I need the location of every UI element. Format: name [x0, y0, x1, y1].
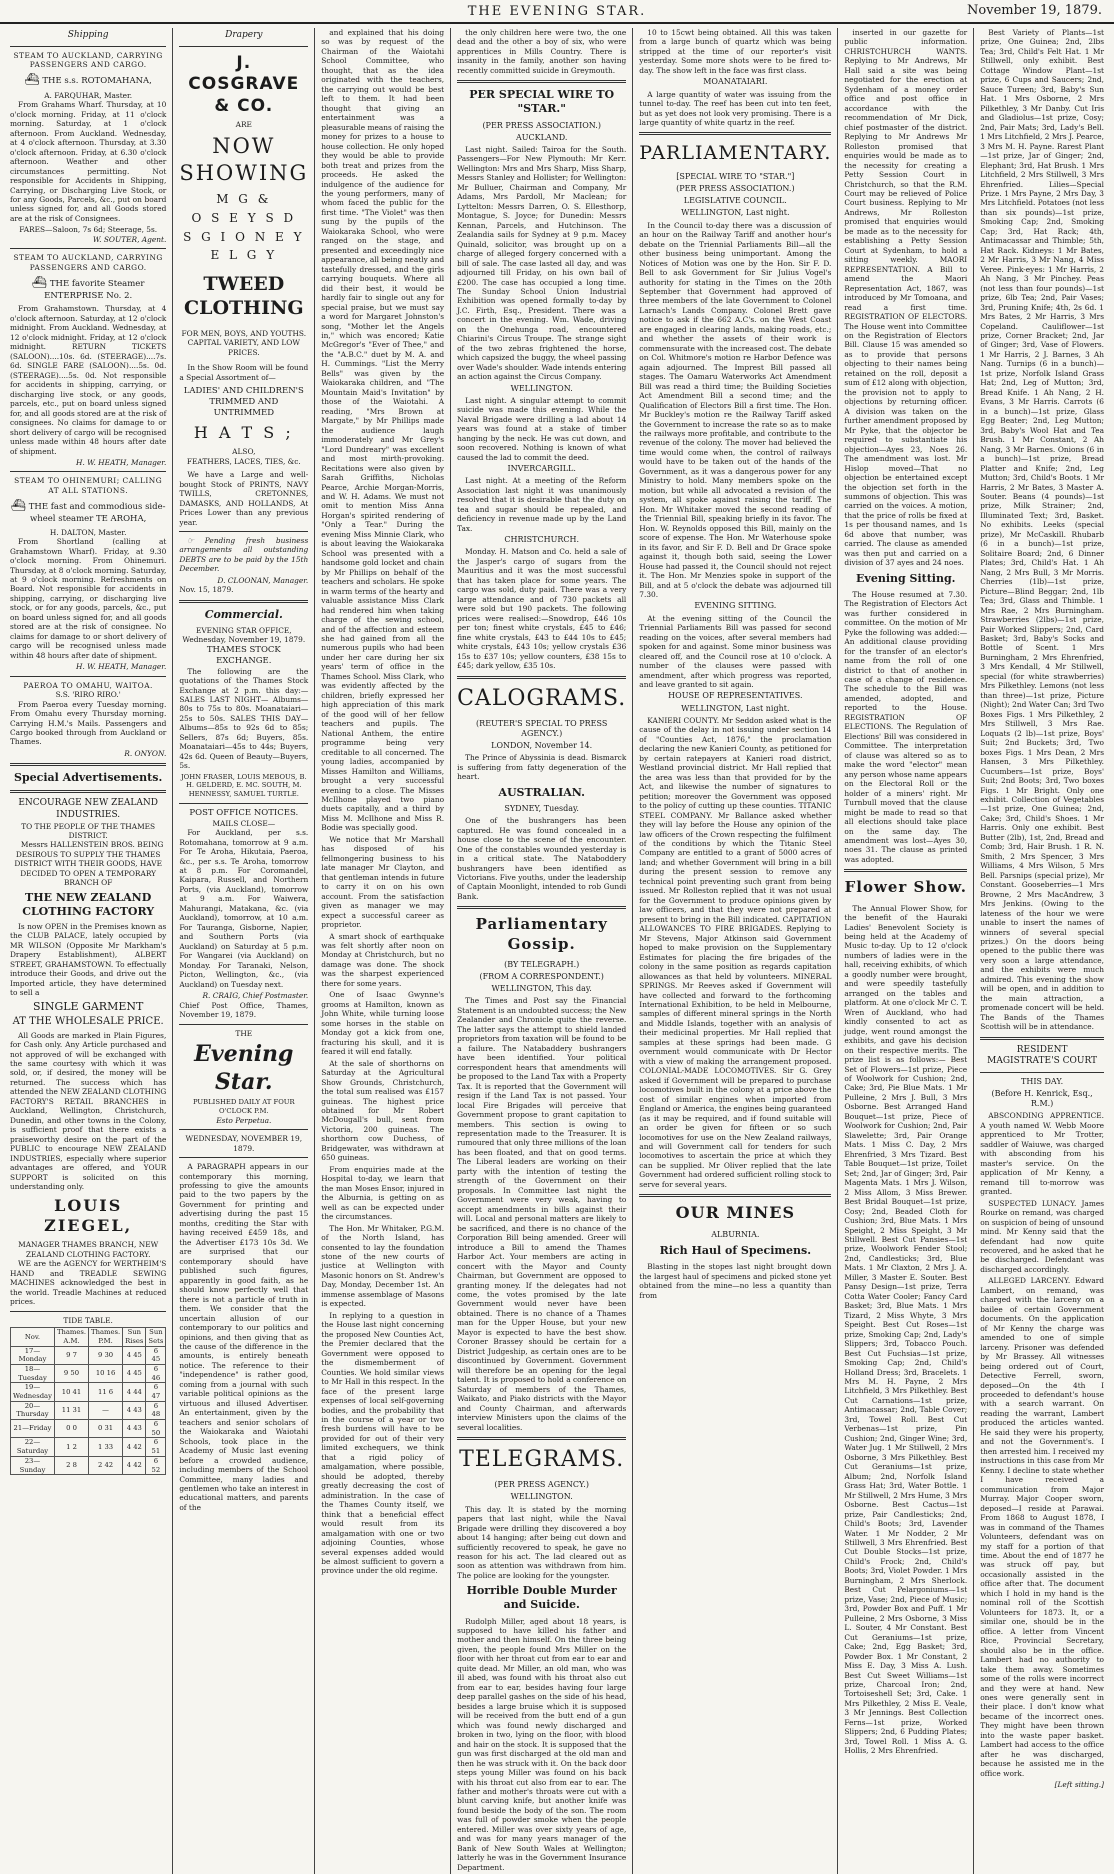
flower-show-body: The Annual Flower Show, for the benefit of the Hauraki Ladies' Benevolent Society is being held at the Academy of Music to-day. Up to 12 o'clock numbers of ladies were in the hall, receiving exhibits, of which a goodly number were brought, and were speedily tastefully arranged on the tables and platform. At one o'clock Mr C. T. Wren of Auckland, who had kindly consented to act as judge, went round amongst the exhibits, and gave his decision on their respective merits. The prize list is as follows:— Best Set of Flowers—1st prize, Piece of Woolwork for Cushion; 2nd, Cake; 3rd, Pie Blue Mats. 1 Mr Pulleine, 2 Mrs J. Bull, 3 Mrs Osborne. Best Arranged Hand Bouquet—1st prize, Piece of Woolwork for Cushion; 2nd, Pair Slawelette; 3rd, Pair Orange Mats. 1 Miss C. Day, 2 Mrs Ehrenfried, 3 Mrs Tizard. Best Table Bouquet—1st prize, Toilet Set; 2nd, Jar of Ginger; 3rd, Pair Magenta Mats. 1 Mrs J. Wilson, 2 Miss Allom, 3 Miss Brewer. Best Bridal Bouquet—1st prize, Cosy; 2nd, Beaded Cloth for Cushion; 3rd, Blue Mats. 1 Mrs Speight, 2 Miss Speight, 3 Mr Stillwell. Best Cut Pansies—1st prize, Woolwork Fender Stool; 2nd, Candlesticks; 3rd, Blue Mats. 1 Mr Claxton, 2 Mrs J. A. Miller, 3 Master E. Souter. Best Pansy Design—1st prize, Terra Cotta Water Cooler; Fancy Card Basket; 3rd, Blue Mats. 1 Mrs Tizard, 2 Miss Whyte, 3 Mrs Speight. Best Cut Roses—1st prize, Smoking Cap; 2nd, Lady's Slippers; 3rd, Tobacco Pouch. Best Cut Fuchsias—1st prize, Smoking Cap; 2nd, Child's Holland Dress; 3rd, Bracelets. 1 Mrs M. H. Payne, 2 Mrs Litchfield, 3 Mrs Pilkethley. Best Cut Carnations—1st prize, Antimacassar; 2nd, Table Cover; 3rd, Towel Roll. Best Cut Verbenas—1st prize, Pin Cushion; 2nd, Ginger Wine; 3rd, Water Jug. 1 Mr Stillwell, 2 Mrs Osborne, 3 Mrs Pilkethley. Best Cut Geraniums—1st prize, Album; 2nd, Norfolk Island Grass Hat; 3rd, Water Bottle. 1 Mr Stillwell, 2 Mrs Hume, 3 Mrs Osborne. Best Cactus—1st prize, Pair Candlesticks; 2nd, Child's Boots; 3rd, Lavender Water. 1 Mr Nodder, 2 Mr Stillwell, 3 Mrs Ehrenfried. Best Cut Double Stocks—1st prize, Child's Frock; 2nd, Child's Boots; 3rd, Violet Powder. 1 Mrs Burningham, 2 Mrs Sherlock. Best Cut Pelargoniums—1st prize, Vase; 2nd, Piece of Music; 3rd, Powder Box and Puff. 1 Mr Pulleine, 2 Mrs Osborne, 3 Miss L. Souter, 4 Mr Constant. Best Cut Geraniums—1st prize, Cake; 2nd, Egg Basket; 3rd, Powder Box. 1 Mr Constant, 2 Miss E. Day, 3 Miss A. Lush. Best Cut Sweet Williams—1st prize, Charcoal Iron; 2nd, Tortoiseshell Set; 3rd, Cake. 1 Mrs Pilkethley, 2 Miss E. Veale, 3 Mr Jennings. Best Collection Ferns—1st prize, Worked Slippers; 2nd, 6 Pudding Plates; 3rd, Towel Roll. 1 Miss A. G. Hollis, 2 Mrs Ehrenfried.: [844, 903, 968, 1756]
flower-show-continued: Best Variety of Plants—1st prize, One Guinea; 2nd, 2lbs Tea; 3rd, Child's Felt Hat. 1 Mr Stillwell, only exhibit. Best Cottage Window Plant—1st prize, 6 Cups and Saucers; 2nd, Sauce Tureen; 3rd, Baby's Sun Hat. 1 Mrs Osborne, 2 Mrs Pilkethley, 3 Mr Danby. Cut Iris and Gladiolus—1st prize, Cosy; 2nd, Pair Mats; 3rd, Lady's Bell. 1 Mrs Litchfield, 2 Mrs J. Pearce, 3 Mrs M. H. Payne. Rarest Plant—1st prize, Jar of Ginger; 2nd, Elephant; 3rd, Hat Brush. 1 Mrs Litchfield, 2 Mrs Stillwell, 3 Mrs Ehrenfried. Lilies—Special Prize. 1 Mrs Payne, 2 Mrs Day, 3 Mrs Litchfield. Potatoes (not less than six pounds)—1st prize, Smoking Cap; 2nd, Smoking Cap; 3rd, Hat Rack; 4th, Antimacassar and Thimble; 5th, Hat Rack. Kidneys: 1 Mr Bates, 2 Mr Harris, 3 Mr Nang, 4 Miss Veree. Pink-eyes: 1 Mr Harris, 2 Ah Nang, 3 Mr Pinchey. Peas (not less than four pounds)—1st prize, 6lb Tea; 2nd, Pair Vases; 3rd, Pruning Knife; 4th, 2s 6d. 1 Mrs Bates, 2 Mr Harris, 3 Mrs Copeland. Cauliflower—1st prize, Corner Bracket; 2nd, Jar of Ginger; 3rd, Vase of Flowers. 1 Mr Harris, 2 J. Barnes, 3 Ah Nang. Turnips (6 in a bunch)—1st prize, Norfolk Island Grass Hat; 2nd, Leg of Mutton; 3rd, Bread Knife. 1 Ah Nang, 2 H. Evans, 3 Mr Harris. Carrots (6 in a bunch)—1st prize, Glass Egg Beater; 2nd, Leg Mutton; 3rd, Baby's Wool Hat and Tea Brush. 1 Mr Constant, 2 Ah Nang, 3 Mr Barnes. Onions (6 in a bunch)—1st prize, Bread Platter and Knife; 2nd, Leg Mutton; 3rd, Child's Boots. 1 Mr Harris, 2 Mr Bates, 3 Master A. Souter. Beans (4 pounds)—1st prize, Milk Strainer; 2nd, Illuminated Text; 3rd, Basket. No exhibits. Leeks (special prize), Mr McCaskill. Rhubarb (6 in a bunch)—1st prize, Solitaire Board; 2nd, 6 Dinner Plates; 3rd, Child's Hat. 1 Ah Nang, 2 Mrs Bull, 3 Mr Morris. Cherries (1lb)—1st prize, Picture—Blind Beggar; 2nd, 1lb Tea; 3rd, Glass and Thimble. 1 Mrs Rae, 2 Mrs Burningham. Strawberries (2lbs)—1st prize, Pair Worked Slippers; 2nd, Card Basket; 3rd, Baby's Socks and Bottle of Scent. 1 Mrs Burningham, 2 Mrs Ehrenfried, 3 Mrs Kendall, 4 Mr Stillwell, special (for white strawberries) Mrs Pilkethley. Lemons (not less than three)—1st prize, Picture (Night); 2nd Water Can; 3rd Two Boxes Figs. 1 Mrs Pilkethley, 2 Mrs Stillwell, 3 Mrs Rae. Loquats (2 lb)—1st prize, Boys' Suit; 2nd Buckets; 3rd, Two boxes Figs. 1 Mrs Dean, 2 Mrs Hansen, 3 Mrs Pilkethley. Cucumbers—1st prize, Boys' Suit; 2nd Boots; 3rd, Two boxes Figs. 1 Mr Bright. Only one exhibit. Collection of Vegetables—1st prize, One Guinea; 2nd, Cake; 3rd, Child's Shoes. 1 Mr Harris. Only one exhibit. Best Butter (2lb), 1st, 2nd, Bread and Comb; 3rd, Hair Brush. 1 R. N. Smith, 2 Mrs Spencer, 3 Mrs Williams, 4 Mrs Wilson, 5 Mrs Bell. Parsnips (special prize), Mr Constant. Gooseberries—1 Mrs Browne, 2 Mrs MacAndrew, 3 Mrs Jenkins. (Owing to the lateness of the hour we were unable to insert the names of winners of several special prizes.) On the doors being opened to the public there was very soon a large attendance, and the exhibits were much admired. This evening the show will be open, and in addition to the main attraction, a promenade concert will be held. The Bands of the Thames Scottish will be in attendance.: [980, 28, 1104, 1032]
article: From enquiries made at the Hospital to-day, we learn that the man Moses Ensor, injured in the Alburnia, is getting on as well as can be expected under the circumstances.: [321, 1164, 445, 1222]
encourage-heading: ENCOURAGE NEW ZEALAND INDUSTRIES.: [18, 798, 158, 820]
tweed-sub: FOR MEN, BOYS, AND YOUTHS.: [181, 328, 307, 338]
motto: Esto Perpetua.: [216, 1115, 272, 1125]
column-5: [633, 28, 838, 1874]
gossip-body: The Times and Post say the Financial Statement is an undoubted success; the New Zealander and Chronicle quite the reverse. The latter says the attempt to shield landed proprietors from taxation will be found to be a failure. The Natabaddery bushrangers have been identified. Your political correspondent hears that amendments will be proposed to the Land Tax with a Property Tax. It is reported that the Government will resign if the Land Tax is not passed. Your local Fire Brigades will perceive that Government propose to grant capitation to members. This section is owing to representation made to the Treasurer. It is rumoured that only three millions of the loan has been floated, and that on good terms. The Liberal leaders are working on their party with the intention of testing the strength of the Government on their proposals. In Committee last night the Government were very weak, having to accept amendments in bills against their will. Local and personal matters are likely to be sacrificed, and there is no chance of the Corporation Bill being amended. Greer will introduce a Bill to amend the Thames Harbor Act. Your members are acting in concert with the Mayor and County Chairman, but Government are opposed to granting money. If the delegates had not come, the votes promised by the late Government would never have been obtained. There is no chance of a Thames man for the Upper House, but your new Mayor is expected to have the best show. Coroner Brassey should be certain for a District Judgeship, as certain ones are to be discontinued by Government. Government will therefore be an opening for the legal talent. It is proposed to hold a conference on Saturday of members of the Thames, Waikato, and Piako districts with the Mayor and County Chairman, and afterwards interview Ministers upon the claims of the several localities.: [457, 996, 627, 1432]
now-showing: NOW SHOWING: [179, 134, 309, 186]
pointing-hand-icon: ☞: [187, 535, 194, 545]
murder-heading: Horrible Double Murder and Suicide.: [466, 1584, 617, 1612]
column-2: [173, 28, 315, 1874]
steamship-icon: ⛴: [31, 275, 48, 290]
shipping-1-master: A. FARQUHAR, Master.: [44, 90, 133, 100]
article: A smart shock of earthquake was felt shortly after noon on Monday at Christchurch, but no damage was done. The shock was the sharpest experienced there for some years.: [321, 931, 445, 988]
steamship-icon: ⛴: [10, 498, 27, 513]
table-row: 23—Sunday 2 8 2 42 4 42 6 52: [11, 1456, 166, 1474]
court-case: SUSPECTED LUNACY. James Rourke on remand, was charged on suspicion of being of unsound mind. Mr Kenny said that the defendant had now quite recovered, and he asked that he be discharged. Defendant was discharged accordingly.: [980, 1198, 1104, 1274]
shipping-1-heading: STEAM TO AUCKLAND, CARRYING PASSENGERS AND CARGO.: [13, 50, 163, 69]
moanataiari-body: A large quantity of water was issuing from the tunnel to-day. The reef has been cut into ten feet, but as yet does not look very promising. There is a large quantity of white quartz in the reef.: [639, 89, 832, 127]
feathers: FEATHERS, LACES, TIES, &c.: [186, 456, 301, 466]
exchange-body: The following are the quotations of the Thames Stock Exchange at 2 p.m. this day:— SALES LAST NIGHT— Albums—80s to 75s to 80s. Moanataiari—25s to 50s. SALES THIS DAY— Albums—85s to 92s 6d to 85s; Sellers, 87s 6d; Buyers, 85s. Moanataiari—45s to 44s; Buyers, 42s 6d. Queen of Beauty—Buyers, 5s.: [179, 666, 309, 771]
auckland-body: Last night. Sailed: Tairoa for the South. Passengers—For New Plymouth: Mr Kerr. Wellington: Mrs and Mrs Sharp, Miss Sharp, Messrs Stanley and Hollister; for Wellington: Mr Bulluer, Chairman and Company, Mr Adams, Mrs Pardoll, Mr Maclean; for Lyttelton: Messrs Darren, O. S. Ellesthorp, Montague, S. Joyce; for Dunedin: Messrs Kennan, Parcels, and Hutchinson. The Zealandia sails for Sydney at 9 p.m. Macey Quinald, solicitor, was brought up on a charge of alleged forgery concerned with a bill of sale. The case lasted all day, and was adjourned till Friday, on his own bail of £200. The case has occupied a long time. The Sunday School Union Industrial Exhibition was opened formally to-day by J.C. Firth, Esq., President. There was a concert in the evening. Wm. Wade, driving on the Onehunga road, encountered Chiarini's Circus Troupe. The strange sight of the two zebras frightened the horse, which capsized the buggy, the wheel passing over Wade's shoulder. Wade intends entering an action against the Circus Company.: [457, 144, 627, 382]
article: At the sale of shorthorns on Saturday at the Agricultural Show Grounds, Christchurch, the total sum realised was £157 guineas. The highest price obtained for Mr Robert McDougall's bull, sent from Victoria, 200 guineas. The shorthorn cow Duchess, of Bridgewater, was withdrawn at 650 guineas.: [321, 1058, 445, 1163]
shipping-3-body: From Shortland (calling at Grahamstown Wharf). Friday, at 9.30 o'clock morning. From Ohinemuri. Thursday, at 8 o'clock morning. Saturday, at 9 o'clock morning. Refreshments on Board. Not responsible for accidents in shipping, carrying, or discharging live stock, or for any goods, parcels, &c., put on board unless signed for, and all goods stored are at the risk of consignee. No claims for damage to or short delivery of cargo will be recognised unless made within 48 hours after date of shipment.: [10, 537, 167, 660]
debts-notice-signature: D. CLOONAN, Manager.: [217, 575, 309, 585]
post-office-date: Chief Post Office, Thames, November 19, 1879.: [179, 1000, 309, 1020]
dateline: WEDNESDAY, NOVEMBER 19, 1879.: [185, 1134, 303, 1153]
house-reps-place: WELLINGTON, Last night.: [681, 703, 790, 713]
tweed-clothing: TWEED CLOTHING: [184, 273, 304, 320]
post-office-heading: POST OFFICE NOTICES.: [189, 807, 299, 818]
table-row: 22—Saturday 1 2 1 33 4 42 6 51: [11, 1438, 166, 1456]
table-row: 19—Wednesday 10 41 11 6 4 44 6 47: [11, 1383, 166, 1401]
australian-body: One of the bushrangers has been captured. He was found concealed in a house close to the scene of the encounter. One of the constables wounded yesterday is in a critical state. The Nataboddery bushrangers have been identified as Victorians. Five youths, under the leadership of Captain Moonlight, intended to rob Gundi Bank.: [457, 816, 627, 901]
lead-article: A PARAGRAPH appears in our contemporary this morning, professing to give the amounts paid to the two papers by the Government for printing and advertising during the past 15 months, crediting the Star with having received £459 18s, and the Advertiser £173 10s 3d. We are surprised that our contemporary should have published such figures, apparently in good faith, as he should know perfectly well that there is not a particle of truth in them. We consider that the uncertain allusion of our contemporary to our politics and opinions, and then giving that as the cause of the difference in the amounts, is entirely beneath notice. The reference to their "independence" is rather good, coming from a journal with such variable political opinions as the virtuous and illused Advertiser. An entertainment, given by the teachers and senior scholars of the Waiokaraka and Waiotahi Schools, took place in the Academy of Music last evening before a crowded audience, including members of the School Committee, many ladies and gentlemen who take an interest in educational matters, and parents of the: [179, 1162, 309, 1512]
shipping-1-fares: FARES—Saloon, 7s 6d; Steerage, 5s.: [19, 225, 158, 235]
telegrams-place: WELLINGTON.: [510, 1492, 573, 1502]
house-reps-body: KANIERI COUNTY. Mr Seddon asked what is the cause of the delay in not issuing under section 14 of "Counties Act, 1876," the proclamation declaring the new Kanieri County, as petitioned for by certain ratepayers at Kanieri road district, Westland provincial district. Mr Hall replied that the area was less than that provided for by the Act, and likewise the number of signatures to petition; moreover the Government was opposed to the policy of cutting up these counties. TITANIC STEEL COMPANY. Mr Ballance asked whether they will lay before the House any opinion of the law officers of the Crown respecting the fulfilment of the conditions by which the Titanic Steel Company are entitled to a grant of 5000 acres of land; and whether Government will bring in a bill during the present session to remove any technical point preventing such grant from being issued. Mr Rolleston replied that it was not usual for the Government to produce opinions given by law officers, and that they were not prepared at present to bring in the Bill indicated. CAPITATION ALLOWANCES TO FIRE BRIGADES. Replying to Mr Stevens, Major Atkinson said Government hoped to make provision on the Supplementary Estimates for placing the fire brigades of the colony in the same position as regards capitation allowances as that held by volunteers. MINERAL SPRINGS. Mr Reeves asked if Government will have collected and forward to the forthcoming International Exhibition, to be held in Melbourne, samples of different mineral springs in the North and Middle Islands, together with an analysis of their medicinal properties. Mr Hall replied that samples at these springs had been made. G overnment would communicate with Dr Hector with a view of making the arrangement proposed. COLONIAL-MADE LOCOMOTIVES. Sir G. Grey asked if Government will be prepared to purchase locomotives built in the colony at a price above the cost of similar engines when imported from England or America, the engines being guaranteed (as it may be required, and if found suitable will an order be given for fifteen or so such locomotives for use on the New Zealand railways, and will Government call for tenders for such locomotives to ascertain the price at which they can be supplied. Mr Oliver replied that the late Government had ordered sufficient rolling stock to serve for several years.: [639, 715, 832, 1189]
court-case: ALLEGED LARCENY. Edward Lambert, on remand, was charged with the larceny on a bailee of certain Government documents. On the application of Mr Kenny the charge was amended to one of simple larceny. Prisoner was defended by Mr Brassey. All witnesses being ordered out of Court, Detective Ferrell, sworn, deposed—On the 4th I proceeded to defendant's house with a search warrant. On reading the warrant, Lambert produced the articles wanted. He said they were his property, and not the Government's. I then arrested him. I received my instructions in this case from Mr Kenny. I decline to state whether I have received a communication from Major Murray. Major Cooper sworn, deposed—I reside at Parawai. From 1868 to August 1878, I was in command of the Thames Volunteers, defendant was on my staff for a portion of that time. About the end of 1877 he was struck off pay, but occasionally assisted in the office after that. The document which I hold in my hand is the nominal roll of the Scottish Volunteers for 1873. It, or a similar one, should be in the office. A letter from Vincent Rice, Provincial Secretary, should also be in the office. Lambert had no authority to take them away. Sometimes some of the rolls were incorrect and they were at hand. New ones were generally sent in their place. I don't know what became of the incorrect ones. They might have been thrown into the waste paper basket. Lambert had access to the office after he was discharged, because he assisted me in the office work.: [980, 1276, 1104, 1778]
encourage-body-1: Messrs HALLENSTEIN BROS. BEING DESIROUS TO SUPPLY THE THAMES DISTRICT WITH THEIR GOODS, HAVE DECIDED TO OPEN A TEMPORARY BRANCH OF: [14, 840, 164, 888]
wholesale-price: AT THE WHOLESALE PRICE.: [12, 1015, 164, 1027]
australian-heading: AUSTRALIAN.: [498, 785, 585, 799]
court-heading: RESIDENT MAGISTRATE'S COURT: [987, 1044, 1098, 1067]
murder-body: Rudolph Miller, aged about 18 years, is supposed to have killed his father and mother and then himself. On the three being given, the people found Mrs Miller on the floor with her throat cut from ear to ear and quite dead. Mr Miller, an old man, who was ill abed, was found with his throat also cut from ear to ear, besides having four large deep parallel gashes on the side of his head, besides a large bruise which it is supposed will be received from the butt end of a gun which was found newly discharged and broken in two, lying on the floor, with blood and hair on the stock. It is supposed that the gun was first discharged at the old man and then he was struck with it. On the back door steps young Miller was found on his back with his throat cut also from ear to ear. The father and mother's throats were cut with a blunt carving knife, but another knife was found beside the body of the son. The room was full of powder smoke when the people entered. Miller was over sixty years of age, and was for many years manager of the Bank of New South Wales at Wellington; latterly he was in the Government Insurance Department.: [457, 1616, 627, 1872]
parliamentary-sub: [SPECIAL WIRE TO "STAR."]: [676, 171, 795, 181]
court-day: THIS DAY.: [1021, 1076, 1064, 1086]
column-7: [974, 28, 1110, 1874]
article: One of Isaac Gwynne's grooms at Hamilton, known as John White, while turning loose some horses in the stable on Monday got a kick from one, fracturing his skull, and it is feared it will end fatally.: [321, 990, 445, 1057]
debts-notice-date: Nov. 15, 1879.: [179, 585, 234, 595]
australian-place: SYDNEY, Tuesday.: [504, 803, 579, 813]
shipping-3-ship: ⛴ THE fast and commodious side-wheel steamer TE AROHA,: [10, 498, 166, 524]
post-office-signature: R. CRAIG, Chief Postmaster.: [202, 991, 309, 1001]
debts-notice: ☞ Pending fresh business arrangements all outstanding DEBTS are to be paid by the 15th December.: [179, 535, 309, 574]
christchurch-body: Monday. H. Matson and Co. held a sale of the Jasper's cargo of sugars from the Mauritius and it was the most successful that has taken place for some years. The cargo was sold, duty paid. There was a very large attendance and of 730 packets all were sold but 190 packets. The following prices were realised:—Snowdrop, £46 10s per ton; finest white crystals, £45 to £46; fine white crystals, £43 to £44 10s to £45; white crystals, £43 10s; yellow crystals £36 15s to £37 10s; yellow counters, £38 15s to £45; dark yellow, £35 10s.: [457, 547, 627, 671]
shipping-1-signature: W. SOUTER, Agent.: [92, 234, 167, 244]
the-label: THE: [235, 1028, 253, 1038]
alburnia-heading: ALBURNIA.: [711, 1229, 760, 1239]
tide-header: Sun Sets: [146, 1328, 166, 1346]
table-row: 17—Monday 9 7 9 30 4 45 6 45: [11, 1346, 166, 1364]
gossip-sub: (BY TELEGRAPH.): [504, 959, 580, 969]
mines-body: Blasting in the stopes last night brought down the largest haul of specimens and picked stone yet obtained from the mine—no less a quantity than from: [639, 1262, 832, 1300]
article: 10 to 15cwt being obtained. All this was taken from a large bunch of quartz which was being stripped at the time of our reporter's visit yesterday. Some more shots were to be fired to-day. The show left in the face was first class.: [639, 28, 832, 75]
gossip-place: WELLINGTON, This day.: [491, 984, 592, 994]
legislative-council-place: WELLINGTON, Last night.: [681, 208, 790, 218]
telegrams-body: This day. It is stated by the morning papers that last night, while the Naval Brigade were drilling they discovered a boy about 14 hanging; after being cut down and sufficiently recovered to speak, he gave no reason for his act. The lad cleared out as soon as attention was withdrawn from him. The police are looking for the youngster.: [457, 1504, 627, 1580]
post-office-body: For Auckland, per s.s. Rotomahana, tomorrow at 9 a.m. For Te Aroha, Hikutaia, Paeroa, &c., per s.s. Te Aroha, tomorrow at 8 p.m. For Coromandel, Kaipara, Russell, and Northern Ports, (via Auckland), tomorrow at 9 a.m. For Waiwera, Mahurangi, Matakana, &c. (via Auckland), tomorrow, at 10 a.m. For Tauranga, Gisborne, Napier, and Southern Ports (via Auckland) on Saturday at 5 p.m. For Wangarei (via Auckland) on Monday. For Taranaki, Nelson, Picton, Wellington, &c., (via Auckland) on Tuesday next.: [179, 828, 309, 989]
article: and explained that his doing so was by request of the Chairman of the Waiotahi School Committee, who thought, that as the idea originated with the teachers, the carrying out would be best left to them. It had been thought that giving an entertainment was a pleasurable means of raising the money for prizes to a house to house collection. He only hoped they would be able to provide both treat and prizes from the proceeds. He asked the indulgence of the audience for the young performers, many of whom faced the public for the first time. "The Violet" was then sung by the pupils of the Waiokaraka School, who were ranged on the stage, and presented and exceedingly nice appearance, all being neatly and tastefully dressed, and the girls carrying bouquets. Where all did their best, it would be hardly fair to single out any for special praise, but we must say a word for Margaret Johnston's song, "Mother let the Angels in," which was encored; Katie McGregor's "Ever of Thee," and the "A.B.C." duet by M. A. and H. Cummings. "List the Merry Bells" was given by the Waiokaraka children, and "The Mountain Maid's Invitation" by those of the Waiotahi. A reading, "Mrs Brown at Margate," by Mr Phillips made the audience laugh immoderately and Mr Grey's "Lord Dundreary" was excellent and most mirth-provoking. Recitations were also given by Sarah Griffiths, Nicholas Pearce, Archie Morgan-Morris, and W. H. Adams. We must not omit to mention Miss Anna Horgan's spirited rendering of "Only a Tear." During the evening Miss Minnie Clark, who is about leaving the Waiokaraka School was presented with a handsome gold locket and chain by Mr Phillips on behalf of the teachers and scholars. He spoke in warm terms of the hearty and valuable assistance Miss Clark had rendered him when taking charge of the sewing school, and of the affection and esteem she had gained from all the numerous pupils who had been under her care during her six years' term of office in the Thames School. Miss Clark, who was evidently affected by the children, briefly expressed her high appreciation of this mark of the good will of her fellow teachers and pupils. The National Anthem, the entire programme being very creditable to all concerned. The young ladies, accompanied by Misses Hamilton and Williams, brought a very successful evening to a close. The Misses McIlhone played two piano duets capitally, and a third by Miss M. McIlhone and Miss R. Bodie was specially good.: [321, 28, 445, 833]
stock-text: We have a Large and well-bought Stock of PRINTS, NAVY TWILLS, CRETONNES, DAMASKS, AND HOLLANDS, At Prices Lower than any previous year.: [179, 470, 309, 527]
evening-sitting-body: At the evening sitting of the Council the Triennial Parliaments Bill was passed for second reading on the voices, after several members had spoken for and against. Some minor business was cleared off, and the Council rose at 10 o'clock. A number of the clauses were passed with amendment, after which progress was reported, and leave granted to sit again.: [639, 613, 832, 689]
nz-clothing-factory: THE NEW ZEALAND CLOTHING FACTORY: [22, 890, 155, 918]
invercargill-body: Last night. At a meeting of the Reform Association last night it was unanimously resolved that it is desirable that the duty on tea and sugar should be repealed, and deficiency in revenue made up by the Land Tax.: [457, 476, 627, 533]
post-office-sub: MAILS CLOSE—: [212, 818, 276, 828]
article: We notice that Mr Marshall has disposed of his fellmongering business to his late manager Mr Clayton, and that gentleman intends in future to carry it on on his own account. From the satisfaction given as manager we may expect a successful career as proprietor.: [321, 834, 445, 930]
merge-line: O S E Y S D: [191, 210, 297, 225]
telegrams-heading: TELEGRAMS.: [459, 1447, 625, 1473]
column-4: [451, 28, 633, 1874]
column-3: [315, 28, 451, 1874]
also: ALSO,: [232, 447, 256, 457]
encourage-body-3: All Goods are marked in Plain Figures, for Cash only. Any Article purchased and not approved of will be exchanged with the same courtesy with which it was sold, or, if desired, the money will be returned. The success which has attended the NEW ZEALAND CLOTHING FACTORY'S RETAIL BRANCHES in Auckland, Wellington, Christchurch, Dunedin, and other towns in the Colony, is sufficient proof that there exists a praiseworthy desire on the part of the PUBLIC to encourage NEW ZEALAND INDUSTRIES, especially where superior advantages are offered, and YOUR SUPPORT is solicited on this understanding only.: [10, 1030, 167, 1192]
hats: H A T S ;: [193, 422, 294, 442]
tide-table-title: TIDE TABLE.: [63, 1315, 113, 1325]
tide-header: Thames. P.M.: [89, 1328, 123, 1346]
brokers: JOHN FRASER, LOUIS MEBOUS, B. H. GELDERD, E. MC. SOUTH, M. HENNESSY, SAMUEL TURTLE.: [180, 772, 307, 799]
gossip-heading: Parliamentary Gossip.: [475, 915, 608, 953]
house-reps-heading: HOUSE OF REPRESENTATIVES.: [668, 691, 803, 701]
shipping-2-heading: STEAM TO AUCKLAND, CARRYING PASSENGERS AND CARGO.: [13, 253, 163, 272]
shipping-1-body: From Grahams Wharf. Thursday, at 10 o'clock morning. Friday, at 11 o'clock morning. Saturday, at 1 o'clock afternoon. From Auckland. Wednesday, at 4 o'clock afternoon. Thursday, at 3.30 o'clock afternoon. Friday, at 6.30 o'clock afternoon. Weather and other circumstances permitting. Not responsible for Accidents in Shipping, Carrying, or Discharging Live Stock, or for any Goods, Parcels, &c., put on board unless signed for, and all Goods stored are at the risk of Consignees.: [10, 100, 167, 223]
tide-header: Thames. A.M.: [54, 1328, 88, 1346]
court-case: ABSCONDING APPRENTICE. A youth named W. Webb Moore apprenticed to Mr Trotter, saddler of Waiuwe, was charged with absconding from his master's service. On the application of Mr Kenny, a remand till to-morrow was granted.: [980, 1111, 1104, 1197]
commercial-heading: Commercial.: [204, 607, 283, 621]
article: inserted in our gazette for public information. CHRISTCHURCH WANTS. Replying to Mr Andrews, Mr Hall said a site was being negotiated for the erection at Sydenham of a money order office and post office in accordance with the recommendation of Mr Dick, chief postmaster of the district. Replying to Mr Andrews Mr Rolleston promised that enquiries would be made as to the necessity for creating a Petty Session Court in Christchurch, so that the R.M. Court may be relieved of Police Court business. Replying to Mr Andrews, Mr Rolleston promised that enquiries would be made as to the necessity for establishing a Petty Session Court at Sydenham, to hold a sitting weekly. MAORI REPRESENTATION. A Bill to amend the Maori Representation Act, 1867, was introduced by Mr Tomoana, and read a first time. REGISTRATION OF ELECTORS. The House went into Committee on the Registration of Electors Bill. Clause 15 was amended so as to provide that persons objecting to their names being retained on the roll, deposit a sum of £12 along with objection, the provision not to apply to objections by returning officer. A division was taken on the further amendment proposed by Mr Pyke, that the objector be required to substantiate his objection—Ayes 23, Noes 26. The amendment was lost. Mr Hislop moved—That no objection be entertained except the objection set forth in the summons of objection. This was carried on the voices. A motion, that the price of rolls be fixed at 1s per thousand names, and 1s 6d above that number, was carried. The clause as amended was then put and carried on a division of 37 ayes and 24 noes.: [844, 28, 968, 568]
wellington-body: Last night. A singular attempt to commit suicide was made this evening. While the Naval Brigade were drilling a lad about 14 years was found at a stake of timber hanging by the neck. He was cut down, and soon recovered. Nothing is known of what caused the lad to commit the deed.: [457, 395, 627, 462]
cosgrave-are: ARE: [235, 119, 252, 129]
moanataiari-heading: MOANATAIARI.: [703, 77, 768, 87]
encourage-body-2: Is now OPEN in the Premises known as the CLUB PALACE, lately occupied by MR WILSON (Opposite Mr Markham's Drapery Establishment), ALBERT STREET, GRAHAMSTOWN. To effectually introduce their Goods, and drive out the Imported article, they have determined to sell a: [10, 921, 167, 998]
auckland-heading: AUCKLAND.: [516, 132, 568, 142]
tide-table: [10, 1327, 166, 1475]
ladies-hats: LADIES' AND CHILDREN'S TRIMMED AND UNTRIMMED: [183, 386, 304, 418]
tide-header: Sun Rises: [123, 1328, 146, 1346]
calograms-sub: (REUTER'S SPECIAL TO PRESS AGENCY.): [476, 718, 608, 738]
shipping-2-signature: H. W. HEATH, Manager.: [76, 457, 167, 467]
shipping-3-heading: STEAM TO OHINEMURI; CALLING AT ALL STATIONS.: [14, 476, 163, 495]
encourage-subheading: TO THE PEOPLE OF THE THAMES DISTRICT.: [21, 821, 156, 840]
left-sitting: [Left sitting.]: [1054, 1780, 1104, 1790]
our-mines-heading: OUR MINES: [675, 1203, 795, 1223]
legislative-council-body: In the Council to-day there was a discussion of an hour on the Railway Tariff and another hour's debate on the Triennial Parliaments Bill—all the other business being unimportant. Among the Notices of Motion was one by the Hon. Sir F. D. Bell to ask Government for Sir Julius Vogel's authority for stating in the Times on the 20th September that Government had approved of three members of the late Government to Colonel Larnach's Lands Company. Colonel Brett gave notice to ask if the 662 A.C's. on the West Coast are engaged in clearing lands, making roads, etc.; and whether the assets of their work is commensurate with the increased cost. The debate on Col. Whitmore's motion re Harbor Defence was again adjourned. The Imprest Bill passed all stages. The Oamaru Waterworks Act Amendment Bill was read a third time; the Building Societies Act Amendment Bill a second time; and the Qualification of Electors Bill a first time. The Hon. Mr Buckley's motion re the Railway Tariff asked the Government to increase the rate so as to make the railways more profitable, and contribute to the revenue of the colony. The mover had believed the time would come when, the control of railways would have to be taken out of the hands of the Government, as it was a dangerous power for any Ministry to hold. Many members spoke on the motion, but while all advocated a revision of the system, all spoke against raising the tariff. The Hon. Mr Whitaker moved the second reading of the Triennial Bill, speaking briefly in its favor. The Hon. W. Reynolds opposed this Bill, mainly on the score of expense. The Hon. Mr Waterhouse spoke in its favor, and Sir F. D. Bell and Dr Grace spoke against it, though both said, seeing the Lower House had passed it, the Council should not reject it. The Hon. Mr Menzies spoke in support of the Bill, and at 5 o'clock the debate was adjourned till 7.30.: [639, 220, 832, 599]
invercargill-heading: INVERCARGILL.: [507, 464, 576, 474]
masthead: [0, 0, 1114, 24]
shipping-4-heading: PAEROA TO OMAHU, WAITOA.: [23, 680, 153, 690]
shipping-2-body: From Grahamstown. Thursday, at 4 o'clock afternoon. Saturday, at 12 o'clock midnight. From Auckland. Wednesday, at 12 o'clock midnight. Friday, at 12 o'clock midnight. RETURN TICKETS (SALOON)....10s. 6d. (STEERAGE)....7s. 6d. SINGLE FARE (SALOON)....5s. 0d. (STEERAGE)....5s. 0d. Not responsible for accidents in shipping, carrying, or discharging live stock, or any goods, parcels, etc., put on board unless signed for, and all goods stored are at the risk of consignees. No claims for damage to or short delivery of cargo will be recognised unless made within 48 hours after date of shipment.: [10, 304, 167, 456]
table-row: 18—Tuesday 9 50 10 16 4 45 6 46: [11, 1364, 166, 1382]
shipping-3-master: H. DALTON, Master.: [49, 527, 127, 537]
wellington-heading: WELLINGTON.: [510, 383, 573, 393]
shipping-4-body: From Paeroa every Tuesday morning. From Omahu every Thursday morning. Carrying H.M.'s Mails. Passengers and Cargo booked through from Auckland or Thames.: [10, 699, 167, 747]
special-wire-sub: (PER PRESS ASSOCIATION.): [482, 120, 601, 130]
single-garment: SINGLE GARMENT: [32, 999, 144, 1013]
legislative-council-heading: LEGISLATIVE COUNCIL.: [683, 196, 787, 206]
calograms-heading: CALOGRAMS.: [457, 685, 627, 711]
table-row: 20—Thursday 11 31 — 4 43 6 48: [11, 1401, 166, 1419]
calograms-body: The Prince of Abyssinia is dead. Bismarck is suffering from fatty degeneration of the heart.: [457, 753, 627, 782]
gossip-sub-2: (FROM A CORRESPONDENT.): [479, 971, 604, 981]
tweed-sub-2: CAPITAL VARIETY, AND LOW PRICES.: [187, 338, 300, 357]
column-1: [4, 28, 173, 1874]
evening-sitting-heading: EVENING SITTING.: [694, 601, 777, 611]
masthead-date: November 19, 1879.: [967, 3, 1102, 18]
rich-haul-heading: Rich Haul of Specimens.: [659, 1244, 812, 1258]
tide-header: Nov.: [11, 1328, 55, 1346]
columns: [4, 28, 1110, 1872]
ziegel-name: LOUIS ZIEGEL,: [44, 1195, 133, 1236]
published-line: PUBLISHED DAILY AT FOUR O'CLOCK P.M.: [192, 1098, 295, 1115]
evening-sitting-heading: Evening Sitting.: [856, 571, 956, 585]
calograms-place: LONDON, November 14.: [491, 741, 593, 751]
table-row: 21—Friday 0 0 0 31 4 43 6 50: [11, 1420, 166, 1438]
evening-sitting-body: The House resumed at 7.30. The Registration of Electors Act was further considered in committee. On the motion of Mr Pyke the following was added:—An additional clause providing for the transfer of an elector's name from the roll of one district to that of another in case of a change of residence. The schedule to the Bill was amended, adopted, and reported to the House. REGISTRATION OF ELECTIONS. The Regulation of Elections' Bill was considered in Committee. The interpretation of clause was altered so as to make the word "elector" mean any person whose name appears on the Electoral Roll or the holder of a miners' right. Mr Turnbull moved that the clause might be made to read so that all elections should take place on the same day. The amendment was lost—Ayes 30, noes 31. The clause as printed was adopted.: [844, 589, 968, 864]
sewing-agency: WE are the AGENCY for WERTHEIM'S HAND and TREADLE SEWING MACHINES acknowledged the best in the world. Treadle Machines at reduced prices.: [10, 1259, 167, 1307]
court-before: (Before H. Kenrick, Esq., R.M.): [991, 1088, 1093, 1109]
parliamentary-sub-2: (PER PRESS ASSOCIATION.): [676, 184, 795, 193]
commercial-subheading: EVENING STAR OFFICE, Wednesday, November 19, 1879.: [182, 625, 306, 645]
exchange-heading: THAMES STOCK EXCHANGE.: [206, 644, 281, 666]
flower-show-heading: Flower Show.: [844, 878, 967, 897]
shipping-3-signature: H. W. HEATH, Manager.: [76, 662, 167, 672]
column-6: [838, 28, 974, 1874]
showroom-text: In the Show Room will be found a Special Assortment of—: [179, 363, 309, 382]
article: the only children here were two, the one dead and the other a boy of six, who were apprentices in Mills Country. There is insanity in the family, another son having recently committed suicide in Greymouth.: [457, 28, 627, 75]
shipping-4-signature: R. ONYON.: [124, 748, 167, 758]
masthead-title: THE EVENING STAR.: [467, 3, 647, 19]
steamship-icon: ⛴: [24, 72, 40, 87]
article: In replying to a question in the House last night concerning the proposed New Counties Act, the Premier declared that the Government were opposed to the dismemberment of Counties. We hold similar views to Mr Hall in this respect. In the face of the present large expenses of local self-governing bodies, and the probability that in the course of a year or two fresh burdens will have to be provided for out of their very limited exchequers, we think that a rigid policy of amalgamation, where possible, should be adopted, thereby greatly decreasing the cost of administration. In the case of the Thames County itself, we think that a beneficial effect would result from its amalgamation with one or two adjoining Counties, whose several expenses added would be almost sufficient to govern a province under the old regime.: [321, 1310, 445, 1576]
merge-line: E L G Y: [210, 248, 278, 263]
article: The Hon. Mr Whitaker, P.G.M. of the North Island, has consented to lay the foundation stone of the new courts of justice at Wellington with Masonic honors on St. Andrew's Day, Monday, December 1st. An immense assemblage of Masons is expected.: [321, 1223, 445, 1309]
merge-line: S G I O N E Y: [183, 229, 305, 244]
cosgrave-name: J. COSGRAVE & CO.: [188, 52, 300, 117]
merge-line: M G &: [216, 191, 272, 206]
shipping-1-ship: ⛴ THE s.s. ROTOMAHANA,: [24, 72, 152, 87]
drapery-heading: Drapery: [225, 30, 263, 40]
shipping-2-ship: ⛴ THE favorite Steamer ENTERPRISE No. 2.: [31, 275, 145, 301]
special-ads-heading: Special Advertisements.: [14, 771, 163, 785]
christchurch-heading: CHRISTCHURCH.: [504, 535, 579, 545]
special-wire-heading: PER SPECIAL WIRE TO "STAR.": [469, 88, 615, 116]
telegrams-sub: (PER PRESS AGENCY.): [494, 1480, 589, 1490]
evening-star-masthead: Evening Star.: [194, 1040, 294, 1096]
parliamentary-heading: PARLIAMENTARY.: [639, 142, 832, 165]
ziegel-subtitle: MANAGER THAMES BRANCH, NEW ZEALAND CLOTHING FACTORY.: [18, 1240, 159, 1259]
shipping-heading: Shipping: [67, 30, 109, 40]
shipping-4-ship: S.S. 'RIRO RIRO.': [55, 690, 121, 700]
